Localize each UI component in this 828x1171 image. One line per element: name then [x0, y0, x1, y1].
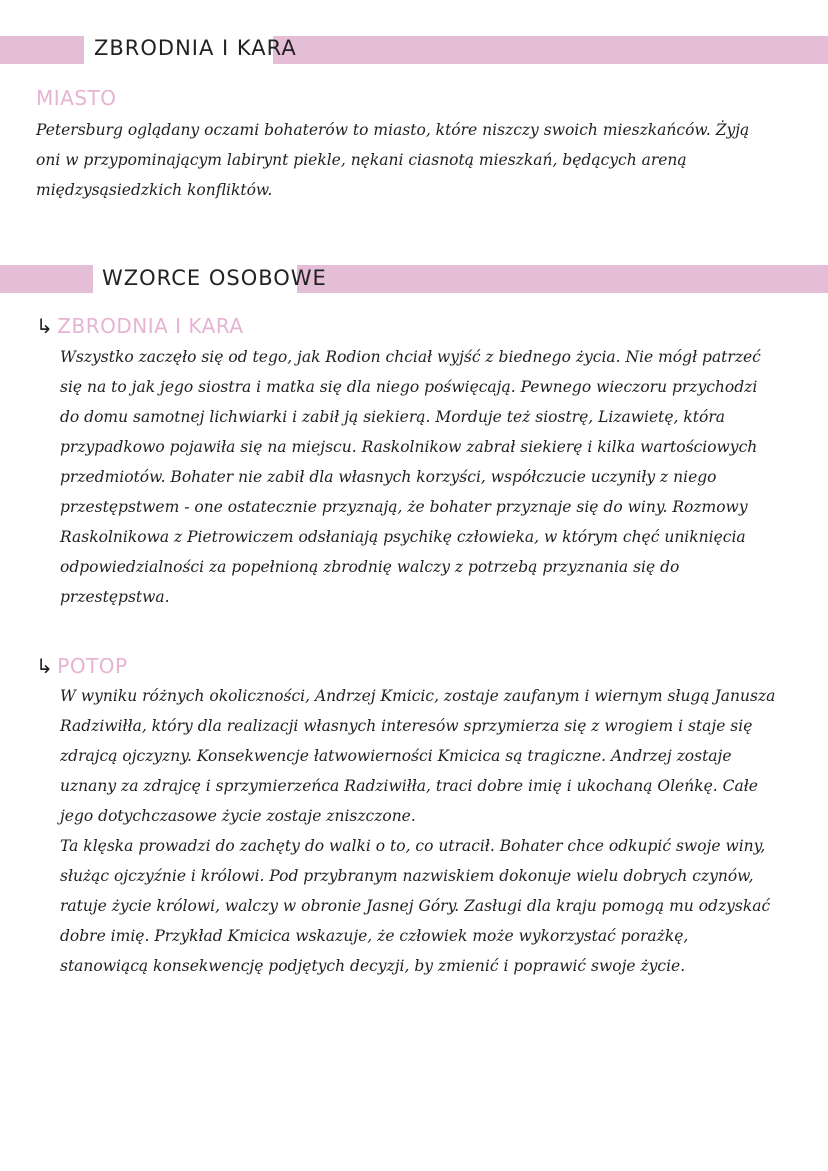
paragraph-potop-text-2: Ta klęska prowadzi do zachęty do walki o to, co utracił. Bohater chce odkupić swoje winy, służąc ojczyźnie i królowi. Pod przybranym nazwiskiem dokonuje wielu dobrych czynów, ratuje życie królowi, walczy w obronie Jasnej Góry. Zasługi dla kraju pomogą mu odzyskać dobre imię. Przykład Kmicica wskazuje, że człowiek może wykorzystać porażkę, stanowiącą konsekwencję podjętych decyzji, by zmienić i poprawić swoje życie.: [60, 837, 771, 975]
subsection-title: ZBRODNIA I KARA: [57, 314, 244, 338]
heading-bar-right-1: [273, 36, 828, 64]
subheading-potop: [36, 654, 128, 678]
arrow-icon: ↳: [36, 314, 54, 338]
heading-bar-left-1: [0, 36, 84, 64]
paragraph-zbrodnia-i-kara: [60, 342, 772, 612]
subheading-zbrodnia-i-kara: [36, 314, 244, 338]
heading-bar-left-2: [0, 265, 93, 293]
paragraph-potop-text-1: W wyniku różnych okoliczności, Andrzej Kmicic, zostaje zaufanym i wiernym sługą Janusza Radziwiłła, który dla realizacji własnych interesów sprzymierza się z wrogiem i staje się zdrajcą ojczyzny. Konsekwencje łatwowierności Kmicica są tragiczne. Andrzej zostaje uznany za zdrajcę i sprzymierzeńca Radziwiłła, traci dobre imię i ukochaną Oleńkę. Całe jego dotychczasowe życie zostaje zniszczone.: [60, 687, 776, 825]
subsection-title: POTOP: [57, 654, 128, 678]
paragraph-miasto-text: Petersburg oglądany oczami bohaterów to miasto, które niszczy swoich mieszkańców. Żyją oni w przypominającym labirynt piekle, nękani ciasnotą mieszkań, będących areną międzysąsiedzkich konfliktów.: [36, 121, 750, 199]
paragraph-miasto: [36, 115, 776, 205]
heading-bar-right-2: [297, 265, 828, 293]
paragraph-potop: [60, 681, 776, 981]
subheading-miasto: MIASTO: [36, 86, 117, 110]
arrow-icon: ↳: [36, 654, 54, 678]
paragraph-zbrodnia-text: Wszystko zaczęło się od tego, jak Rodion chciał wyjść z biednego życia. Nie mógł patrzeć się na to jak jego siostra i matka się dla niego poświęcają. Pewnego wieczoru przychodzi do domu samotnej lichwiarki i zabił ją siekierą. Morduje też siostrę, Lizawietę, która przypadkowo pojawiła się na miejscu. Raskolnikow zabrał siekierę i kilka wartościowych przedmiotów. Bohater nie zabił dla własnych korzyści, współczucie uczyniły z niego przestępstwem - one ostatecznie przyznają, że bohater przyznaje się do winy. Rozmowy Raskolnikowa z Pietrowiczem odsłaniają psychikę człowieka, w którym chęć uniknięcia odpowiedzialności za popełnioną zbrodnię walczy z potrzebą przyznania się do przestępstwa.: [60, 348, 761, 606]
section-heading-wzorce-osobowe: WZORCE OSOBOWE: [102, 266, 327, 290]
section-heading-zbrodnia-i-kara: ZBRODNIA I KARA: [94, 36, 297, 60]
